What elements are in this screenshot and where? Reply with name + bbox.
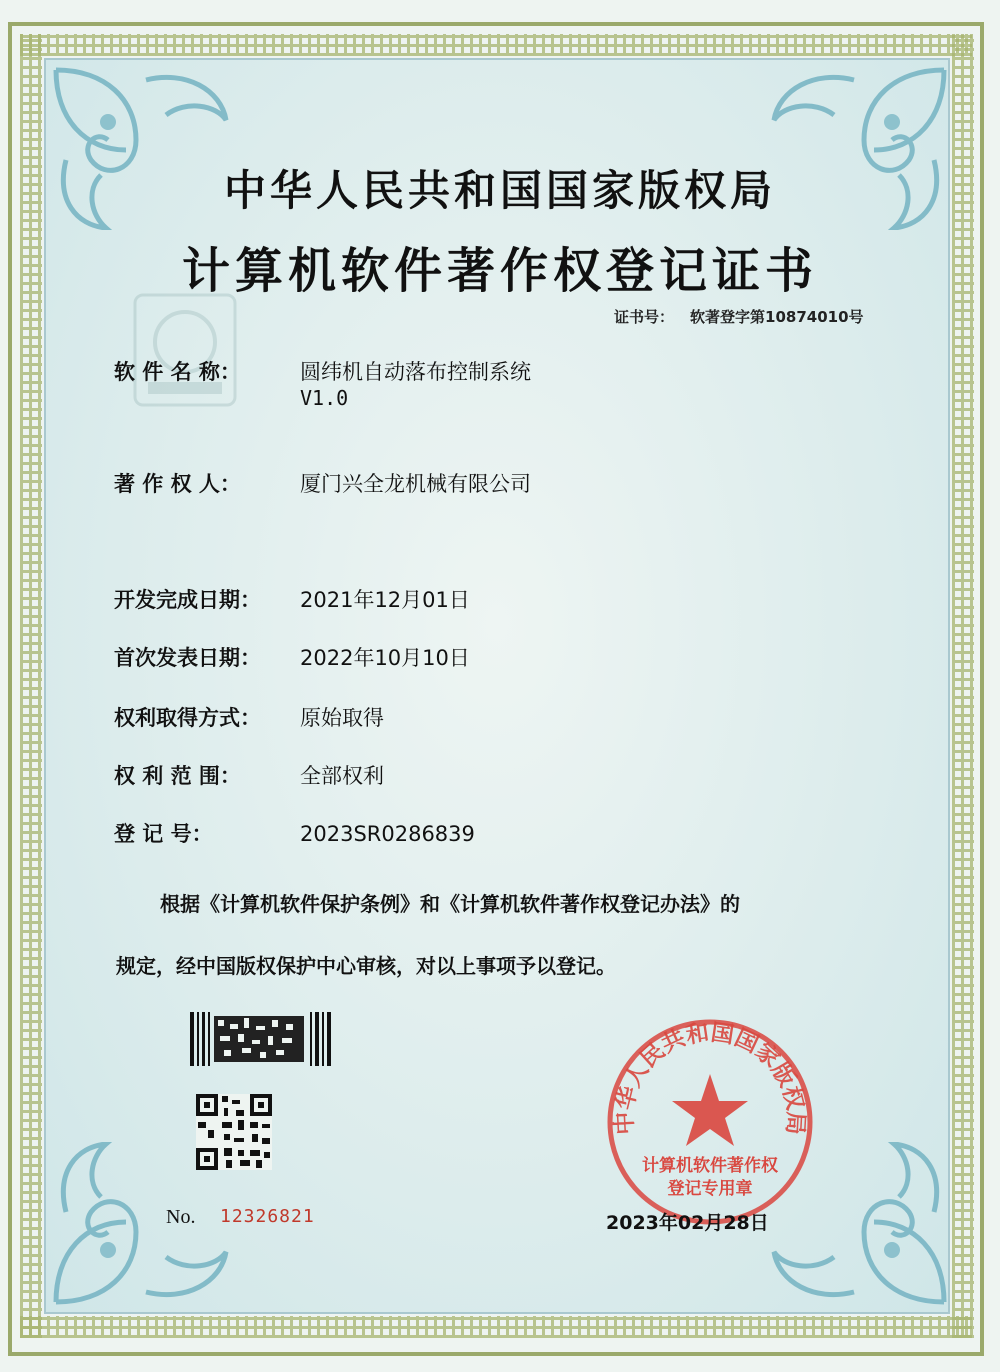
seal-line2: 登记专用章 [667,1179,753,1199]
field-rights-scope [114,760,384,790]
legal-paragraph-line2: 规定，经中国版权保护中心审核，对以上事项予以登记。 [116,954,616,978]
star-icon [672,1074,748,1146]
field-software-name [114,356,531,386]
watermark-emblem-icon [130,290,240,410]
field-development-date [114,584,470,614]
barcode-icon [190,1012,332,1066]
certificate-title: 计算机软件著作权登记证书 [181,243,818,299]
field-label: 开发完成日期： [114,588,261,612]
field-registration-number [114,818,475,848]
qr-code-icon [196,1094,272,1170]
field-acquisition-method [114,702,384,732]
field-value: 圆纬机自动落布控制系统 [300,360,531,384]
legal-paragraph-line1: 根据《计算机软件保护条例》和《计算机软件著作权登记办法》的 [160,892,740,916]
greek-key-border-left [20,34,42,1338]
software-version: V1.0 [300,386,349,410]
field-label: 权 利 范 围： [114,764,241,788]
field-copyright-owner [114,468,531,498]
field-value: 2022年10月10日 [300,646,470,670]
field-value: 厦门兴全龙机械有限公司 [300,472,531,496]
field-value: 2021年12月01日 [300,588,470,612]
seal-ring-text: 中华人民共和国国家版权局 [611,1019,809,1136]
seal-line1: 计算机软件著作权 [642,1156,778,1176]
field-value: 全部权利 [300,764,384,788]
field-label: 软 件 名 称： [114,360,241,384]
greek-key-border-top [20,34,972,56]
certificate-number [614,306,864,327]
serial-number-label: No. [166,1206,196,1228]
field-label: 著 作 权 人： [114,472,241,496]
issuer-title: 中华人民共和国国家版权局 [223,166,776,215]
field-label: 权利取得方式： [114,706,261,730]
field-publication-date [114,642,470,672]
field-label: 首次发表日期： [114,646,261,670]
field-value: 2023SR0286839 [300,822,475,846]
official-seal-stamp [606,1018,814,1226]
certificate-number-value: 软著登字第10874010号 [690,308,864,326]
field-value: 原始取得 [300,706,384,730]
greek-key-border-right [952,34,974,1338]
issue-date: 2023年02月28日 [606,1212,769,1234]
serial-number-value: 12326821 [220,1206,315,1227]
field-label: 登 记 号： [114,822,213,846]
certificate-number-label: 证书号： [614,308,675,326]
greek-key-border-bottom [20,1316,972,1338]
